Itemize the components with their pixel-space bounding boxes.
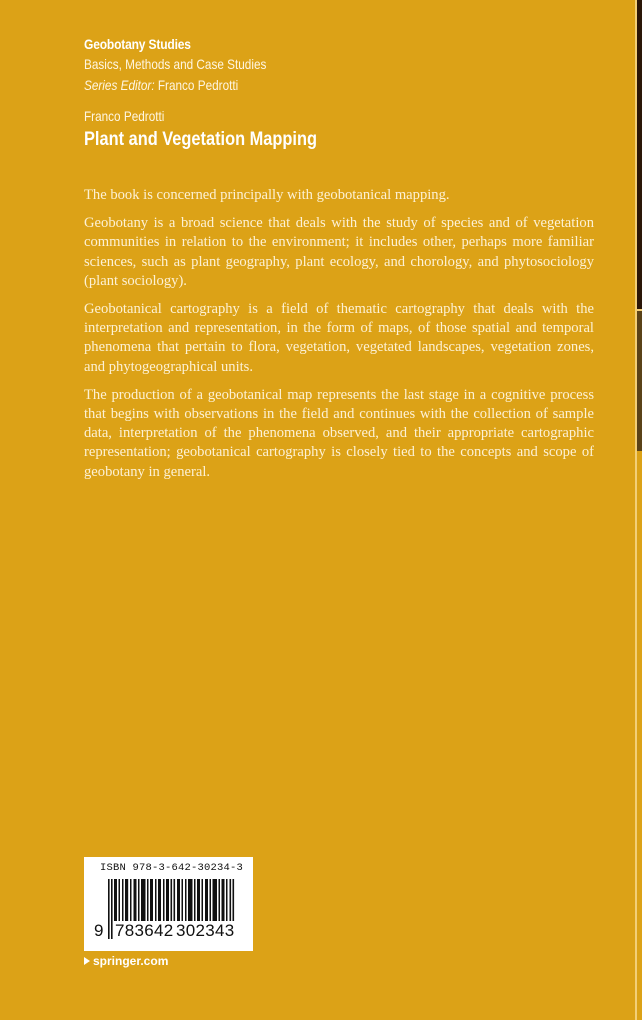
blurb-paragraph: Geobotanical cartography is a field of thematic cartography that deals with the interpretation and representation, in the form of maps, of those spatial and temporal phenomena that pertain to flora, vegetation, vegetated landscapes, vegetation zones, and phytogeographical units. (84, 301, 594, 375)
blurb-paragraph: The book is concerned principally with geobotanical mapping. (84, 187, 450, 203)
springer-link-label: springer.com (93, 954, 169, 968)
book-author: Franco Pedrotti (84, 108, 165, 124)
blurb-paragraph: Geobotany is a broad science that deals with the study of species and of vegetation communities in relation to the environment; it includes other, perhaps more familiar sciences, such as plant geography, plant ecology, and chorology, and phytosociology (plant sociology). (84, 215, 594, 289)
isbn-label: ISBN 978-3-642-30234-3 (99, 862, 244, 874)
series-title: Geobotany Studies (84, 36, 191, 52)
blurb-paragraph: The production of a geobotanical map represents the last stage in a cognitive process that begins with observations in the field and continues with the collection of sample data, interpretation of the phenomena observed, and their appropriate cartographic representation; geobotanical cartography is closely tied to the concepts and scope of geobotany in general. (84, 386, 594, 480)
spine-dark-band (637, 0, 642, 310)
ean-left-digits: 783642 (115, 921, 174, 940)
series-editor (84, 75, 266, 96)
springer-link[interactable] (84, 954, 168, 968)
series-block (84, 34, 301, 96)
series-subtitle: Basics, Methods and Case Studies (84, 56, 267, 72)
isbn-barcode (84, 857, 253, 951)
book-title: Plant and Vegetation Mapping (84, 128, 317, 150)
triangle-right-icon (84, 957, 90, 965)
book-blurb (84, 186, 594, 491)
ean-first-digit: 9 (94, 921, 104, 940)
series-editor-label: Series Editor: (84, 77, 155, 93)
spine-mid-band (637, 311, 642, 451)
series-editor-name: Franco Pedrotti (154, 77, 239, 93)
ean-right-digits: 302343 (176, 921, 235, 940)
